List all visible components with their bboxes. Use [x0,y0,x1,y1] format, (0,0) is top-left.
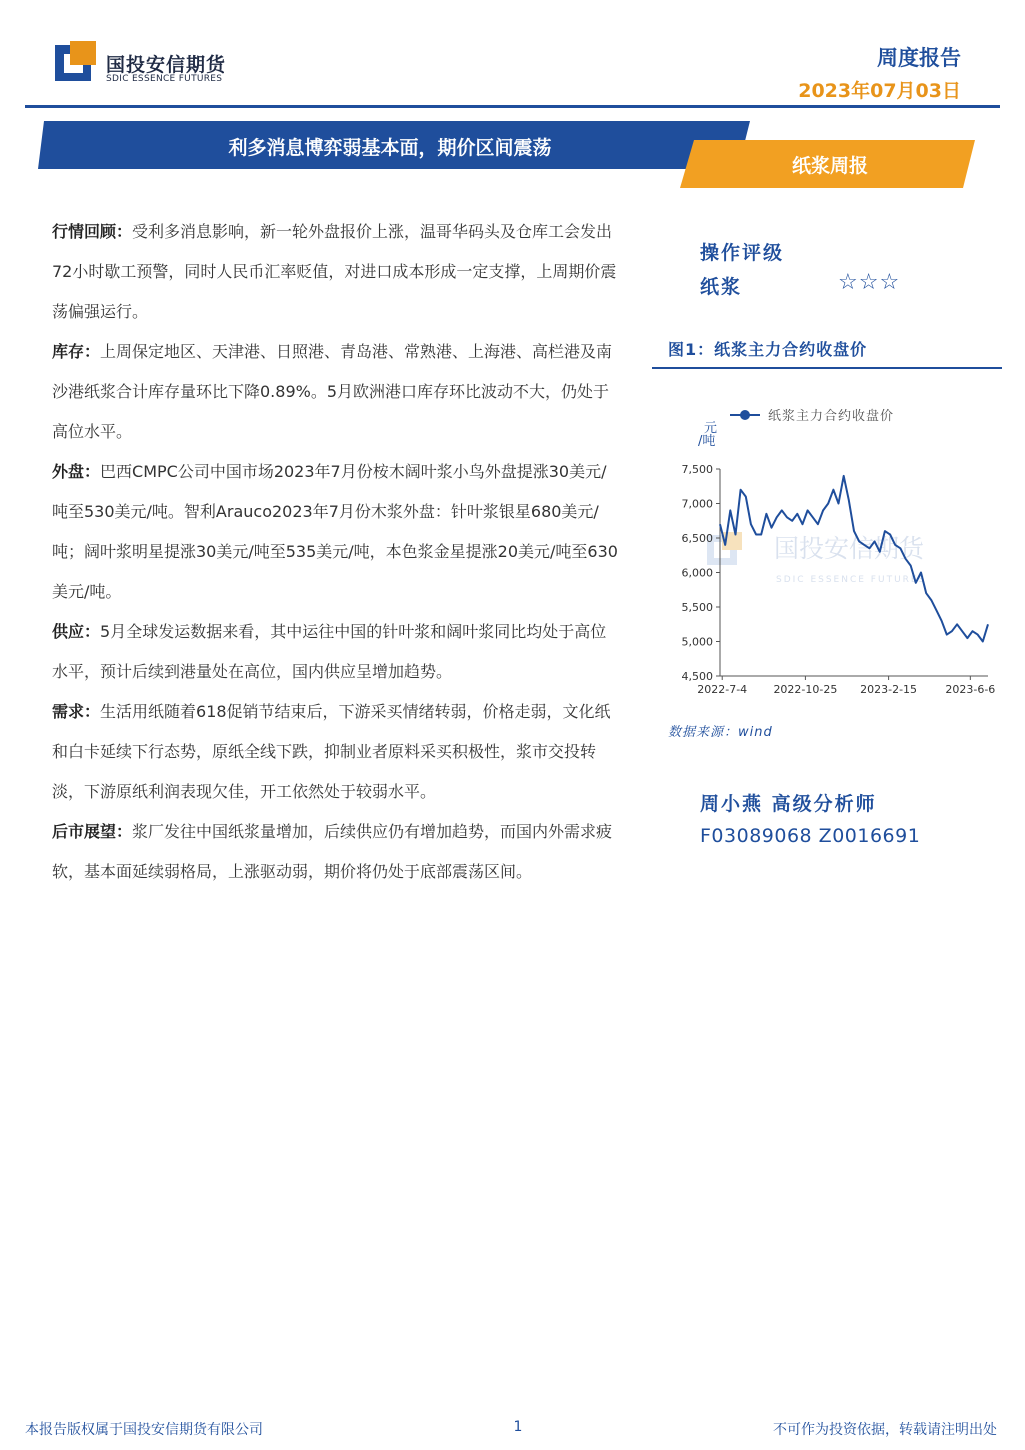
section-label: 供应： [52,622,101,641]
watermark-text-en: SDIC ESSENCE FUTURES [776,575,927,585]
logo-name-en: SDIC ESSENCE FUTURES [106,74,223,84]
page-number: 1 [513,1419,523,1435]
y-tick-label: 5,000 [681,635,713,649]
legend-label: 纸浆主力合约收盘价 [768,409,895,424]
analyst-license-ids: F03089068 Z0016691 [700,825,921,847]
section-inventory [52,332,618,452]
section-supply [52,612,618,692]
section-label: 行情回顾： [52,222,133,241]
report-date: 2023年07月03日 [798,80,961,102]
section-text: 浆厂发往中国纸浆量增加，后续供应仍有增加趋势，而国内外需求疲软，基本面延续弱格局，上涨驱动弱，期价将仍处于底部震荡区间。 [52,822,613,881]
y-tick-label: 4,500 [681,670,713,683]
report-category: 纸浆周报 [791,155,868,177]
data-source: 数据来源：wind [668,725,773,740]
section-demand [52,692,618,812]
x-tick-label: 2023-6-6 [945,683,996,696]
y-tick-label: 6,500 [681,532,713,545]
y-tick-label: 7,500 [681,463,713,476]
section-text: 上周保定地区、天津港、日照港、青岛港、常熟港、上海港、高栏港及南沙港纸浆合计库存量环比下降0.89%。5月欧洲港口库存环比波动不大，仍处于高位水平。 [52,342,613,441]
y-tick-label: 6,000 [681,566,713,580]
report-title: 利多消息博弈弱基本面，期价区间震荡 [228,137,552,159]
section-label: 需求： [52,702,101,721]
x-tick-label: 2022-7-4 [697,683,748,696]
section-label: 库存： [52,342,101,361]
price-chart [652,395,1002,710]
logo-name-cn: 国投安信期货 [106,54,227,76]
rating-title: 操作评级 [700,242,785,264]
watermark-text: 国投安信期货 [774,534,925,563]
report-type: 周度报告 [877,46,961,70]
rating-product: 纸浆 [700,276,743,298]
footer-disclaimer: 不可作为投资依据，转载请注明出处 [773,1422,997,1438]
report-body [52,212,618,892]
legend-marker [740,410,750,420]
y-tick-label: 7,000 [681,497,713,511]
section-market-review [52,212,618,332]
figure-divider [652,367,1002,369]
section-external-quote [52,452,618,612]
section-text: 巴西CMPC公司中国市场2023年7月份桉木阔叶浆小鸟外盘提涨30美元/吨至530美元/吨。智利Arauco2023年7月份木浆外盘：针叶浆银星680美元/吨；阔叶浆明星提涨30美元/吨至535美元/吨，本色浆金星提涨20美元/吨至630美元/吨。 [52,462,618,601]
x-tick-label: 2023-2-15 [860,683,918,696]
x-ticks [697,676,995,696]
section-text: 5月全球发运数据来看，其中运往中国的针叶浆和阔叶浆同比均处于高位水平，预计后续到港量处在高位，国内供应呈增加趋势。 [52,622,607,681]
y-ticks [682,463,721,683]
header-divider [25,105,1000,108]
section-text: 受利多消息影响，新一轮外盘报价上涨，温哥华码头及仓库工会发出72小时歇工预警，同时人民币汇率贬值，对进口成本形成一定支撑，上周期价震荡偏强运行。 [52,222,617,321]
y-axis-unit-2: /吨 [698,434,716,449]
x-tick-label: 2022-10-25 [773,683,838,696]
analyst-name: 周小燕 高级分析师 [700,793,877,815]
rating-stars-icon: ☆☆☆ [838,270,901,295]
chart-legend [730,408,894,424]
section-text: 生活用纸随着618促销节结束后，下游采买情绪转弱，价格走弱，文化纸和白卡延续下行态势，原纸全线下跌，抑制业者原料采买积极性，浆市交投转淡，下游原纸利润表现欠佳，开工依然处于较弱水平。 [52,702,611,801]
figure-title: 图1：纸浆主力合约收盘价 [668,340,868,359]
section-label: 后市展望： [52,822,133,841]
footer-copyright: 本报告版权属于国投安信期货有限公司 [25,1422,263,1438]
section-label: 外盘： [52,462,101,481]
y-tick-label: 5,500 [681,601,713,614]
section-outlook [52,812,618,892]
y-axis-unit-1: 元 [704,421,718,436]
